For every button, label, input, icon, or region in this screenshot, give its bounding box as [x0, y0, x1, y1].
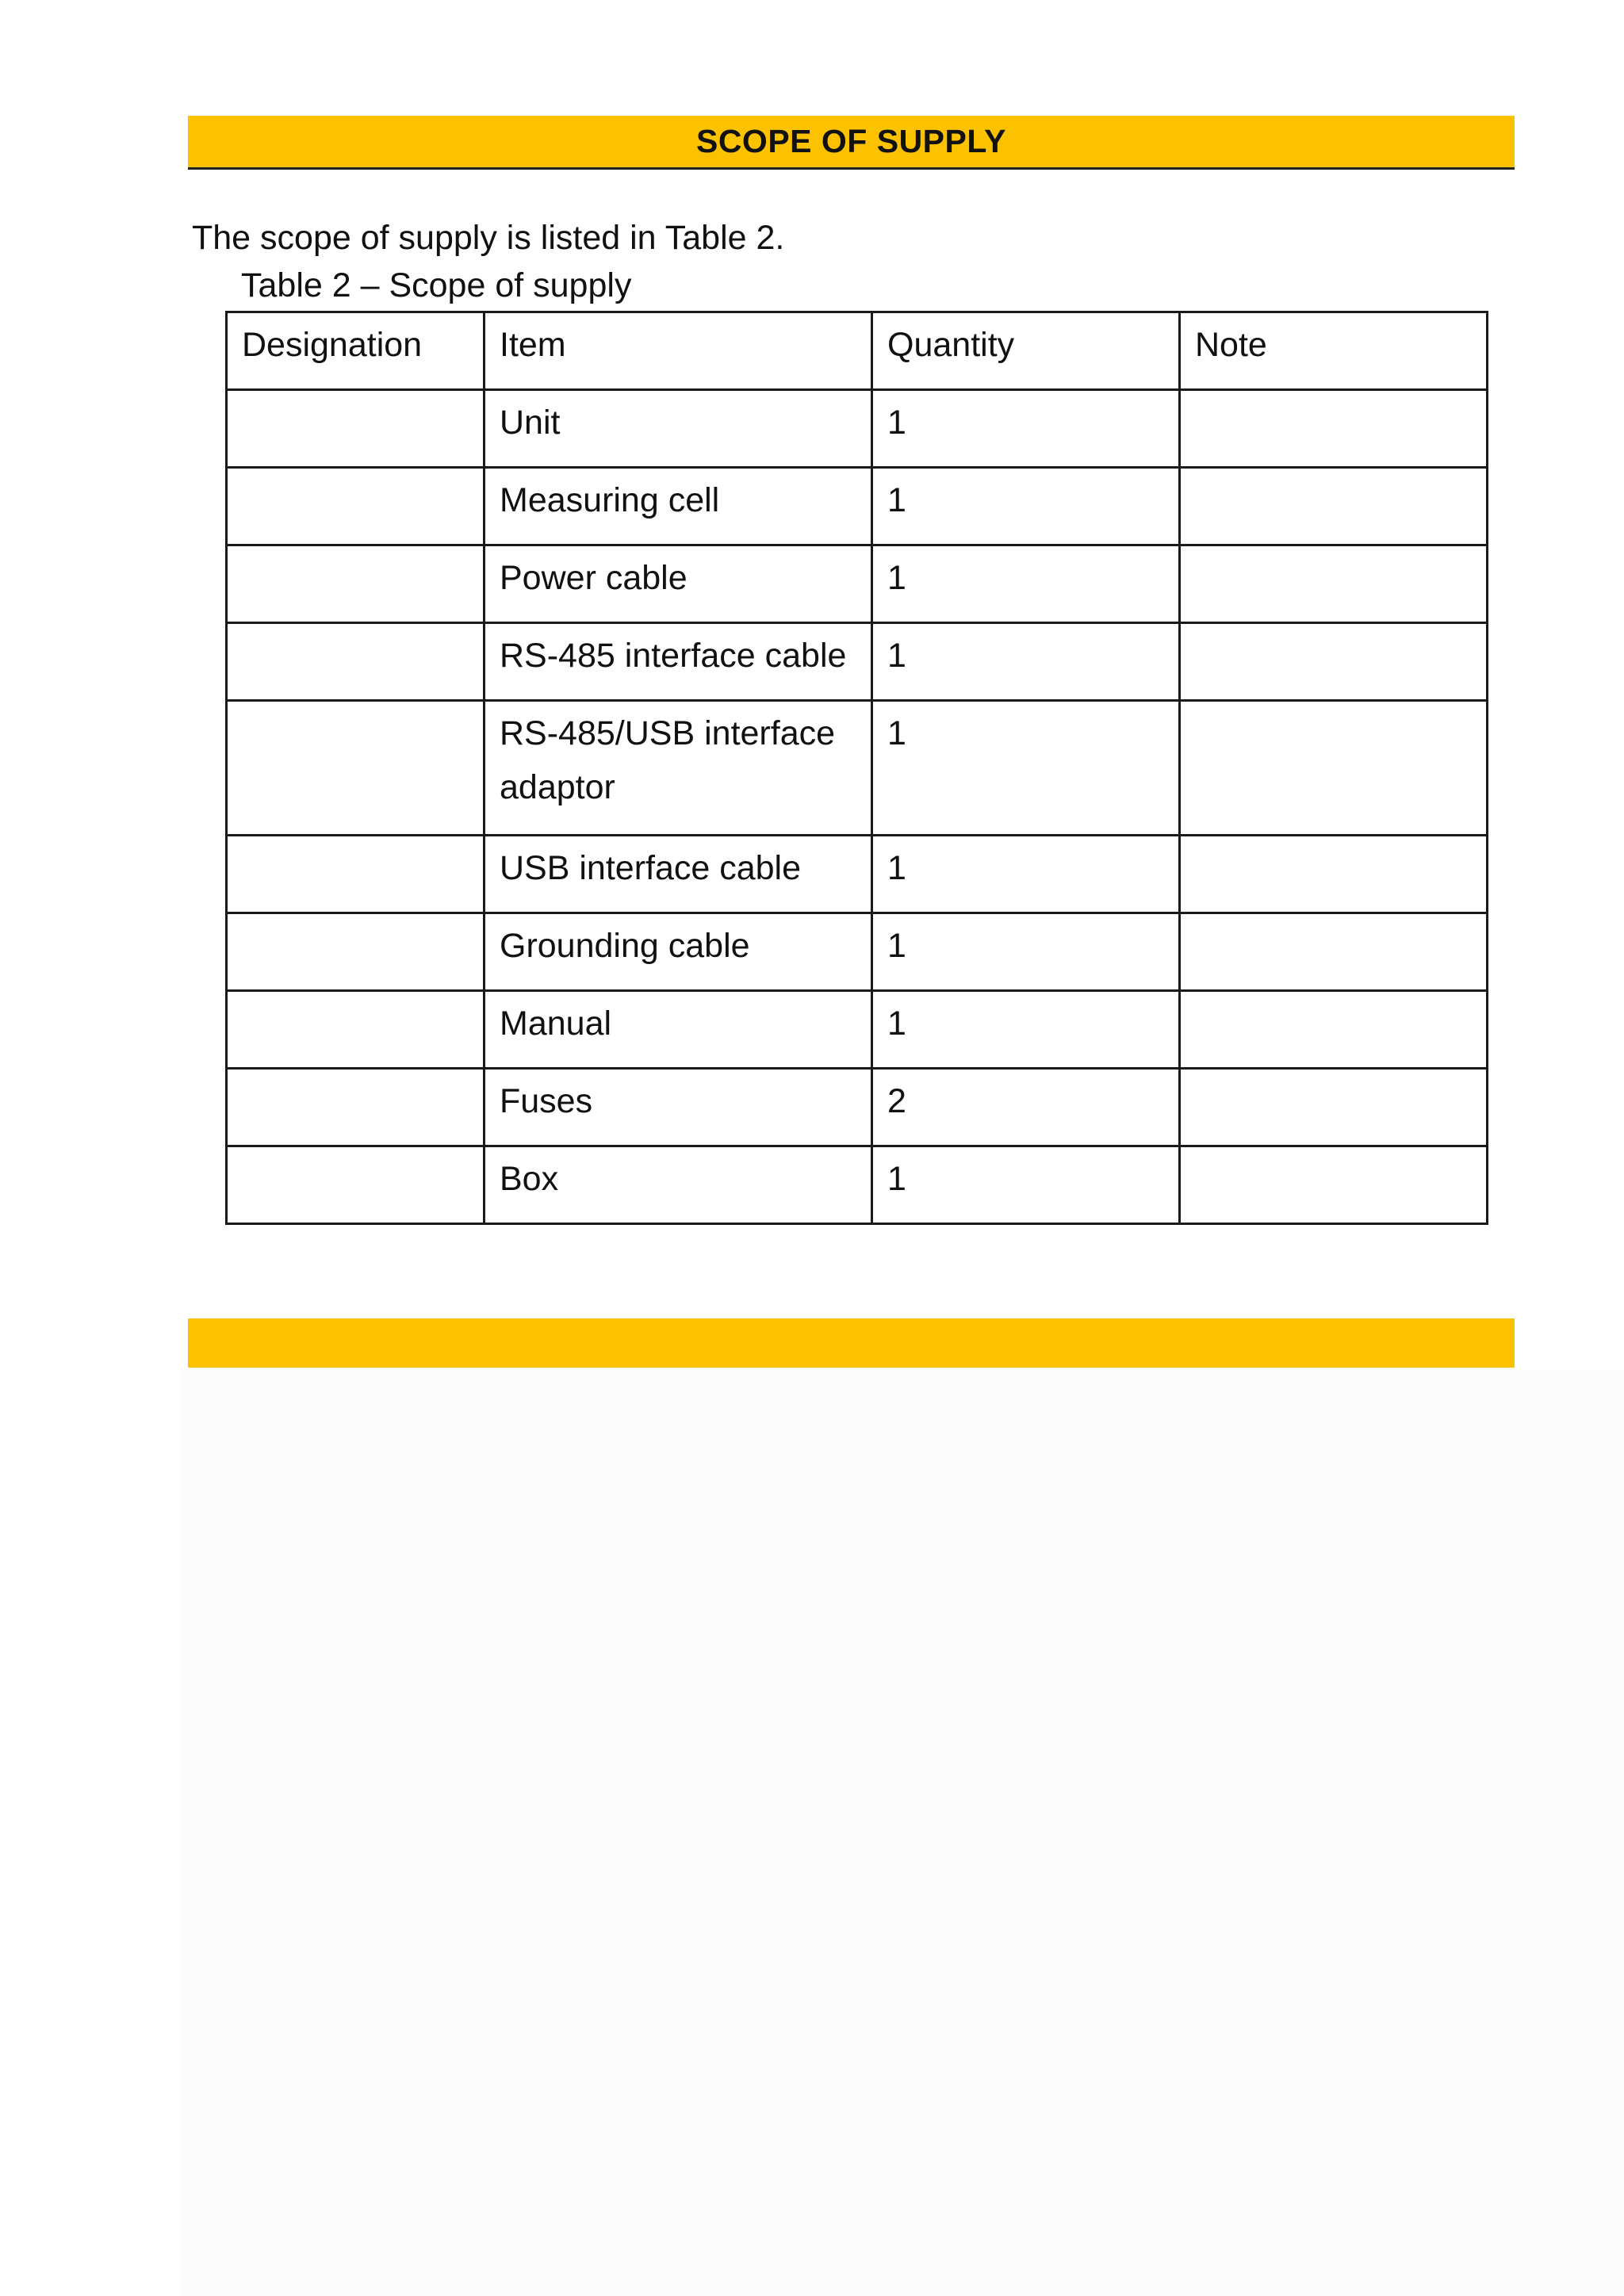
- cell-note: [1180, 545, 1488, 623]
- cell-note: [1180, 991, 1488, 1069]
- cell-note: [1180, 701, 1488, 836]
- section-header-bar: [188, 116, 1515, 170]
- cell-note: [1180, 1069, 1488, 1146]
- table-row: [227, 623, 1488, 701]
- table-header-row: [227, 312, 1488, 390]
- column-header-note: Note: [1180, 312, 1488, 390]
- cell-quantity: 1: [872, 701, 1180, 836]
- cell-quantity: 1: [872, 836, 1180, 913]
- table-row: [227, 913, 1488, 991]
- table-row: [227, 1069, 1488, 1146]
- column-header-item: Item: [485, 312, 872, 390]
- cell-item: USB interface cable: [485, 836, 872, 913]
- table-row: [227, 468, 1488, 545]
- cell-quantity: 1: [872, 390, 1180, 468]
- cell-item: Fuses: [485, 1069, 872, 1146]
- cell-item: Unit: [485, 390, 872, 468]
- cell-quantity: 1: [872, 623, 1180, 701]
- cell-item: Power cable: [485, 545, 872, 623]
- cell-note: [1180, 623, 1488, 701]
- cell-designation: [227, 1069, 485, 1146]
- cell-designation: [227, 623, 485, 701]
- table-row: [227, 1146, 1488, 1224]
- cell-note: [1180, 390, 1488, 468]
- table-row: [227, 545, 1488, 623]
- cell-designation: [227, 913, 485, 991]
- page-background-tint: [181, 1370, 1624, 2296]
- table-row: [227, 701, 1488, 836]
- cell-item: Measuring cell: [485, 468, 872, 545]
- table-row: [227, 991, 1488, 1069]
- table-row: [227, 390, 1488, 468]
- section-footer-bar: [188, 1318, 1515, 1368]
- cell-quantity: 1: [872, 913, 1180, 991]
- column-header-designation: Designation: [227, 312, 485, 390]
- cell-quantity: 2: [872, 1069, 1180, 1146]
- cell-item: Manual: [485, 991, 872, 1069]
- cell-designation: [227, 1146, 485, 1224]
- scope-of-supply-table: [225, 311, 1488, 1225]
- cell-designation: [227, 390, 485, 468]
- cell-quantity: 1: [872, 468, 1180, 545]
- cell-designation: [227, 468, 485, 545]
- cell-designation: [227, 545, 485, 623]
- section-title: SCOPE OF SUPPLY: [695, 123, 1007, 159]
- cell-designation: [227, 991, 485, 1069]
- table-row: [227, 836, 1488, 913]
- intro-paragraph: The scope of supply is listed in Table 2.: [192, 219, 785, 257]
- cell-note: [1180, 468, 1488, 545]
- cell-designation: [227, 836, 485, 913]
- cell-note: [1180, 913, 1488, 991]
- cell-item: Grounding cable: [485, 913, 872, 991]
- cell-quantity: 1: [872, 991, 1180, 1069]
- cell-item: RS-485/USB interface adaptor: [485, 701, 872, 836]
- column-header-quantity: Quantity: [872, 312, 1180, 390]
- cell-designation: [227, 701, 485, 836]
- cell-item: Box: [485, 1146, 872, 1224]
- cell-note: [1180, 836, 1488, 913]
- cell-quantity: 1: [872, 545, 1180, 623]
- table-caption: Table 2 – Scope of supply: [241, 266, 632, 304]
- cell-note: [1180, 1146, 1488, 1224]
- cell-item: RS-485 interface cable: [485, 623, 872, 701]
- cell-quantity: 1: [872, 1146, 1180, 1224]
